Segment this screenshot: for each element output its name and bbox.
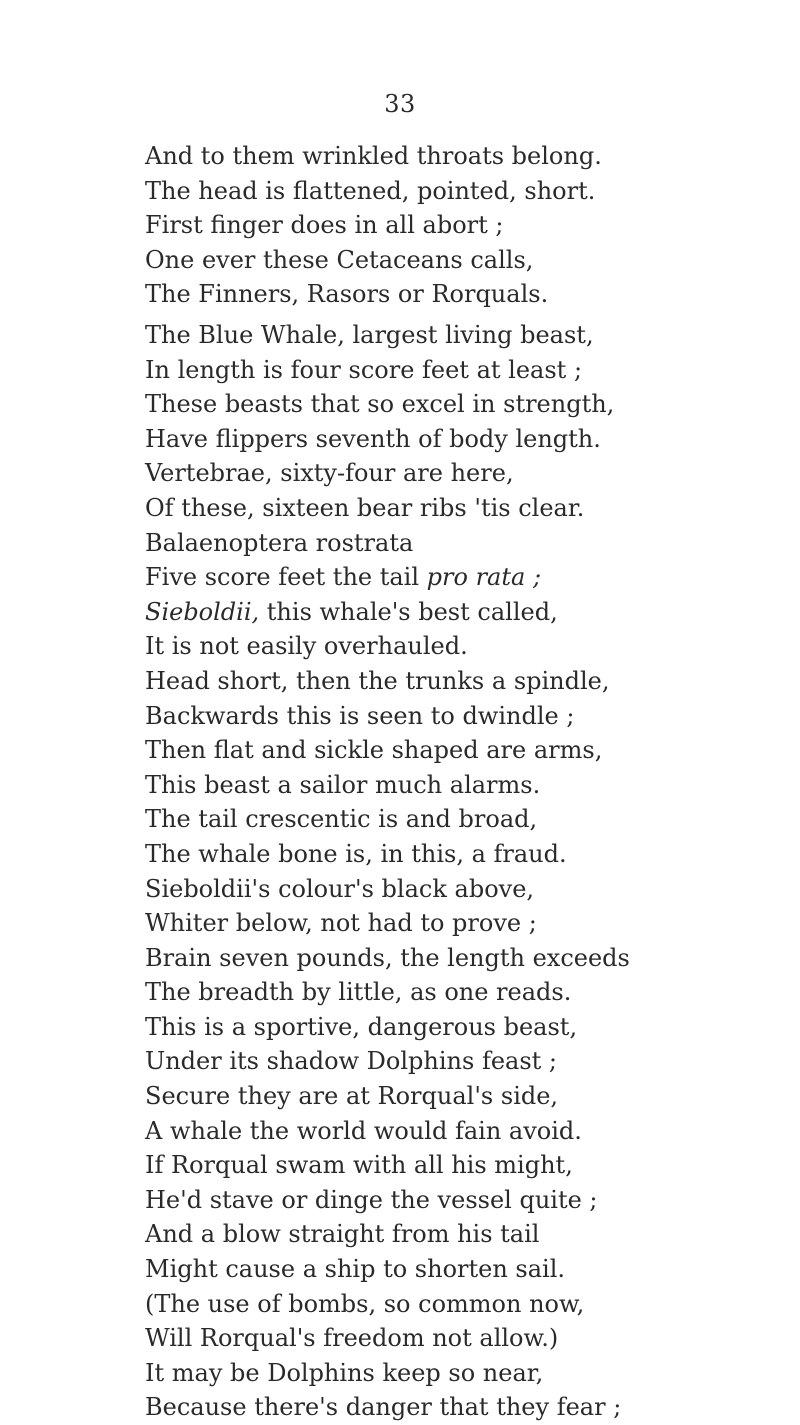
poem-line [145,174,765,209]
poem-line [145,387,765,422]
poem-line [145,1079,765,1114]
poem-line [145,699,765,734]
line-text: One ever these Cetaceans calls, [145,245,534,274]
line-text: Backwards this is seen to dwindle ; [145,701,575,730]
poem-line [145,1010,765,1045]
stanza-1 [145,139,765,312]
poem-line [145,208,765,243]
line-text: Because there's danger that they fear ; [145,1393,622,1422]
line-text: Will Rorqual's freedom not allow.) [145,1324,559,1353]
poem-line [145,491,765,526]
line-text: Secure they are at Rorqual's side, [145,1082,559,1111]
poem-line [145,353,765,388]
poem-line [145,456,765,491]
poem-line [145,941,765,976]
line-italic: pro rata ; [426,563,542,592]
line-text: It is not easily overhauled. [145,632,468,661]
line-text: The head is flattened, pointed, short. [145,176,596,205]
line-text: The Blue Whale, largest living beast, [145,321,594,349]
poem-line [145,1321,765,1356]
poem-line [145,243,765,278]
line-text: This beast a sailor much alarms. [145,770,541,799]
poem-line [145,1114,765,1149]
line-text: Vertebrae, sixty-four are here, [145,459,514,488]
poem-line [145,1287,765,1322]
poem-line [145,1148,765,1183]
poem-line [145,1356,765,1391]
poem-line [145,802,765,837]
line-text: The whale bone is, in this, a fraud. [145,839,567,868]
poem-line [145,768,765,803]
line-text: Brain seven pounds, the length exceeds [145,943,630,972]
line-text: He'd stave or dinge the vessel quite ; [145,1185,598,1214]
line-text: First finger does in all abort ; [145,211,504,240]
line-text: Five score feet the tail [145,563,427,592]
poem-line [145,1390,765,1425]
poem-line [145,1183,765,1218]
line-text: The breadth by little, as one reads. [145,978,572,1007]
poem-line [145,422,765,457]
line-text: Sieboldii's colour's black above, [145,874,535,903]
line-text: A whale the world would fain avoid. [145,1116,582,1145]
line-text: Of these, sixteen bear ribs 'tis clear. [145,493,585,522]
line-text: And to them wrinkled throats belong. [145,142,602,170]
poem-line [145,1252,765,1287]
line-text: Then flat and sickle shaped are arms, [145,736,603,765]
line-text: Have flippers seventh of body length. [145,424,601,453]
poem-line [145,664,765,699]
line-text: This is a sportive, dangerous beast, [145,1012,578,1041]
line-text: Might cause a ship to shorten sail. [145,1255,566,1284]
line-text: The tail crescentic is and broad, [145,805,538,834]
stanza-2 [145,318,765,1425]
line-text: Balaenoptera rostrata [145,528,414,557]
poem-line [145,526,765,561]
line-text: And a blow straight from his tail [145,1220,540,1249]
line-text: Under its shadow Dolphins feast ; [145,1047,558,1076]
poem-line [145,277,765,312]
line-italic-lead: Sieboldii, [145,597,260,626]
line-text: It may be Dolphins keep so near, [145,1358,544,1387]
poem-line [145,1217,765,1252]
poem-line [145,975,765,1010]
poem-line [145,837,765,872]
poem-line [145,560,765,595]
poem-line [145,629,765,664]
line-text: Head short, then the trunks a spindle, [145,666,610,695]
poem-line [145,318,765,353]
line-text: In length is four score feet at least ; [145,355,583,384]
line-text: (The use of bombs, so common now, [145,1289,585,1318]
poem-line [145,733,765,768]
line-text: If Rorqual swam with all his might, [145,1151,573,1180]
poem-line [145,906,765,941]
line-text: These beasts that so excel in strength, [145,390,615,419]
line-text: Whiter below, not had to prove ; [145,909,537,938]
page-number: 33 [384,90,416,118]
poem-line [145,595,765,630]
poem-line [145,139,765,174]
poem-line [145,1044,765,1079]
line-text: The Finners, Rasors or Rorquals. [145,280,549,309]
poem-line [145,872,765,907]
line-text: this whale's best called, [259,597,558,626]
